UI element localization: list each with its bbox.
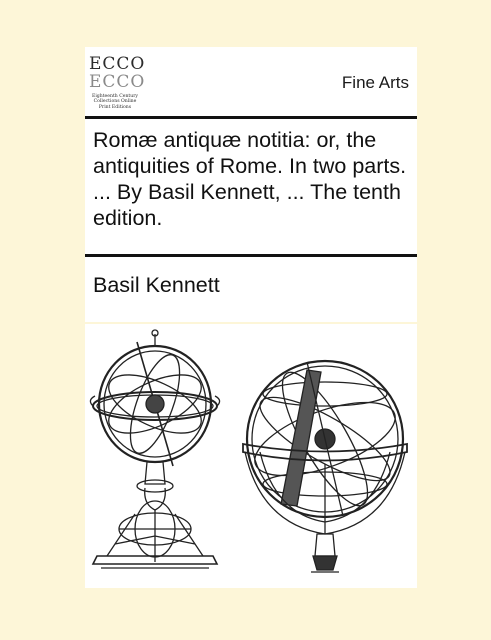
ecco-logo-mark — [89, 54, 146, 92]
ecco-logo-text — [89, 94, 141, 110]
left-armillary-sphere — [90, 330, 219, 568]
ecco-logo-line3: Print Editions — [98, 104, 132, 110]
ecco-logo-mark-bottom: ECCO — [89, 72, 146, 92]
armillary-spheres-engraving — [85, 324, 417, 588]
title-panel — [85, 47, 417, 322]
ecco-logo-mark-top: ECCO — [89, 54, 146, 74]
bottom-rule — [85, 254, 417, 257]
ecco-logo — [89, 54, 146, 113]
ecco-logo-line1: Eighteenth Century — [91, 94, 139, 99]
ecco-logo-line2: Collections Online — [93, 99, 137, 105]
book-title: Romæ antiquæ notitia: or, the antiquities of Rome. In two parts. ... By Basil Kennett, ... The tenth edition. — [93, 128, 407, 230]
category-label: Fine Arts — [341, 73, 409, 92]
book-author: Basil Kennett — [93, 273, 220, 297]
top-rule — [85, 116, 417, 119]
armillary-sphere-illustration — [85, 324, 417, 588]
right-armillary-sphere — [243, 361, 407, 572]
